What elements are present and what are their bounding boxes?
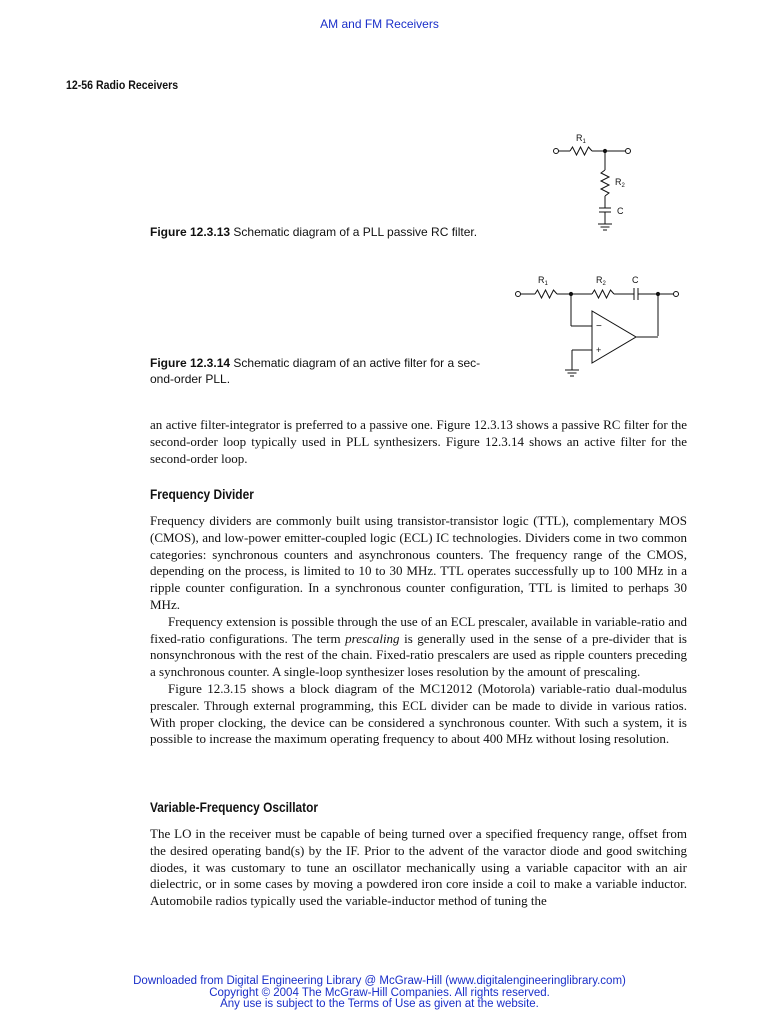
figure-12-3-13-schematic <box>548 128 638 243</box>
fig13-r1-label: R <box>576 133 583 143</box>
frequency-divider-section <box>150 513 687 748</box>
figure-caption-text: Schematic diagram of an active filter for a sec- <box>233 356 481 370</box>
emphasis-term: prescaling <box>345 630 400 646</box>
heading-variable-frequency-oscillator: Variable-Frequency Oscillator <box>150 799 318 815</box>
figure-12-3-14-caption <box>150 355 510 387</box>
text-span: is generally used in the sense of a pre-divider that is nonsynchronous with the rest of the chain. Fixed-ratio prescalers are used as ripple counters preceding a synchronous counter. A single-loop synthesizer loses resolution by the amount of prescaling. <box>150 630 687 680</box>
footer-line-copyright: Copyright © 2004 The McGraw-Hill Companies. All rights reserved. <box>209 986 550 999</box>
footer-notice <box>0 976 759 1011</box>
text-span: Frequency extension is possible through the use of an ECL prescaler, available in variable-ratio and fixed-ratio configurations. The term <box>150 613 687 646</box>
intro-paragraph <box>150 417 687 467</box>
section-title: 12-56 Radio Receivers <box>66 78 179 92</box>
fig14-c-label: C <box>632 275 639 285</box>
paragraph <box>150 614 687 681</box>
fig14-r1-sub: 1 <box>544 281 548 287</box>
figure-number: Figure 12.3.14 <box>150 356 231 370</box>
paragraph: an active filter-integrator is preferred to a passive one. Figure 12.3.13 shows a passive RC filter for the second-order loop typically used in PLL synthesizers. Figure 12.3.14 shows an active filter for the second-order loop. <box>150 417 687 466</box>
fig13-r1-sub: 1 <box>582 139 586 145</box>
paragraph: Frequency dividers are commonly built using transistor-transistor logic (TTL), complementary MOS (CMOS), and low-power emitter-coupled logic (ECL) IC technologies. Dividers come in two common categories: synchronous counters and asynchronous counters. The frequency range of the CMOS, depending on the process, is limited to 10 to 30 MHz. TTL operates successfully up to 100 MHz in a ripple counter configuration. In a synchronous counter configuration, TTL is limited to perhaps 30 MHz. <box>150 513 687 612</box>
opamp-plus-label: + <box>596 345 602 355</box>
fig14-r1-label: R <box>538 275 545 285</box>
figure-number: Figure 12.3.13 <box>150 225 231 239</box>
fig14-r2-sub: 2 <box>602 281 606 287</box>
vfo-section <box>150 826 687 910</box>
paragraph: The LO in the receiver must be capable of being turned over a specified frequency range, offset from the desired operating band(s) by the IF. Prior to the advent of the varactor diode and good switching diodes, it was customary to tune an oscillator mechanically using a variable capacitor with an air dielectric, or in some cases by moving a powdered iron core inside a coil to make a variable inductor. Automobile radios typically used the variable-inductor method of tuning the <box>150 826 687 909</box>
figure-12-3-13-caption <box>150 224 477 240</box>
fig13-r2-sub: 2 <box>621 183 625 189</box>
fig13-c-label: C <box>617 206 624 216</box>
opamp-minus-label: − <box>596 321 602 332</box>
fig14-r2-label: R <box>596 275 603 285</box>
figure-12-3-14-schematic <box>510 270 690 385</box>
footer-line-terms[interactable]: Any use is subject to the Terms of Use as given at the website. <box>220 998 539 1010</box>
figure-caption-text: Schematic diagram of a PLL passive RC filter. <box>233 225 478 239</box>
figure-caption-text-2: ond-order PLL. <box>150 372 231 386</box>
running-header: AM and FM Receivers <box>320 17 439 31</box>
paragraph: Figure 12.3.15 shows a block diagram of the MC12012 (Motorola) variable-ratio dual-modulus prescaler. Through external programming, this ECL divider can be made to divide in various ratios. With proper clocking, the device can be considered a synchronous counter. With such a system, it is possible to increase the maximum operating frequency to about 400 MHz without losing resolution. <box>150 680 687 747</box>
footer-line-download[interactable]: Downloaded from Digital Engineering Library @ McGraw-Hill (www.digitalengineeringlibrary.com) <box>133 975 626 987</box>
fig13-r2-label: R <box>615 177 622 187</box>
heading-frequency-divider: Frequency Divider <box>150 486 254 502</box>
